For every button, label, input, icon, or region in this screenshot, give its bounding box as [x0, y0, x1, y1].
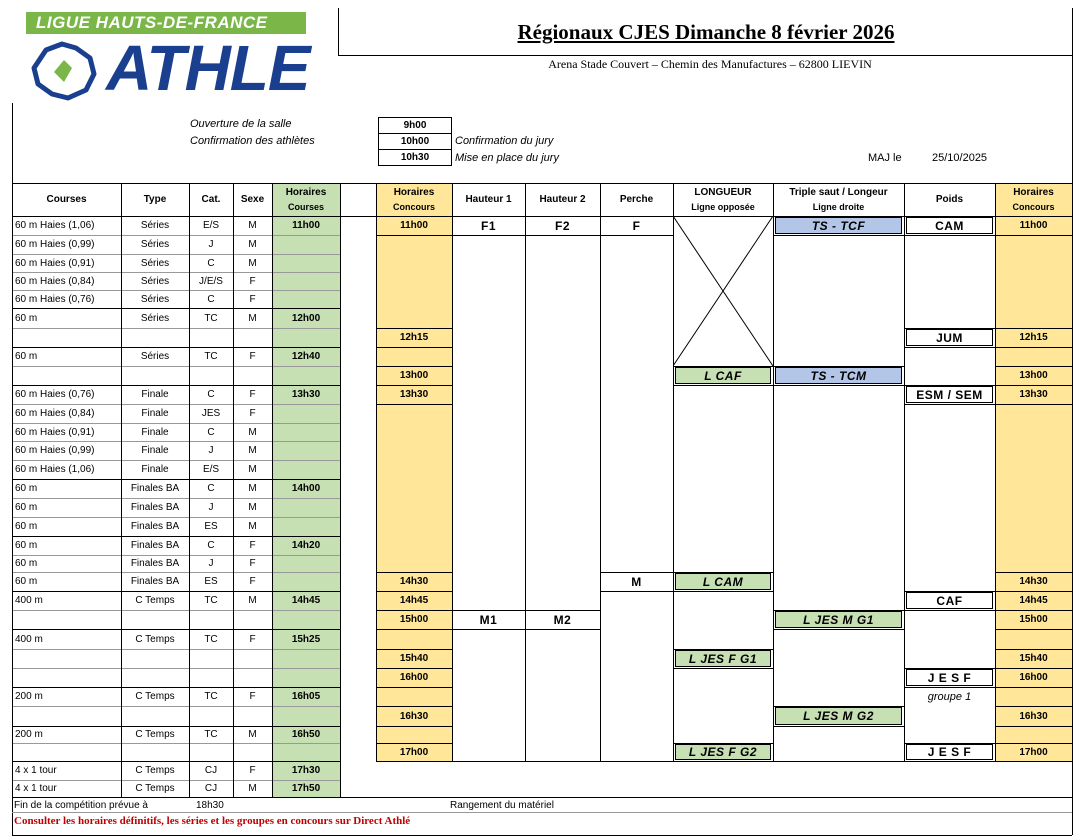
race-sexe: F	[249, 558, 256, 569]
concours-time: 15h40	[399, 653, 429, 664]
race-course: 60 m Haies (0,84)	[15, 408, 95, 419]
concours-time: 15h00	[399, 614, 429, 625]
race-sexe	[233, 649, 272, 668]
race-sexe: M	[248, 483, 257, 494]
race-cat: C	[207, 293, 215, 305]
concours-time-right: 12h15	[1019, 332, 1048, 343]
race-sexe	[233, 328, 272, 347]
race-course	[12, 743, 121, 761]
col-triple: Triple saut / Longeur Ligne droite	[789, 186, 888, 212]
race-course: 60 m Haies (0,99)	[15, 445, 95, 456]
concours-time: 14h30	[399, 576, 429, 587]
race-type: Finale	[141, 408, 169, 419]
race-time	[272, 706, 340, 726]
perche-f: F	[632, 218, 641, 233]
col-hauteur2: Hauteur 2	[539, 193, 586, 205]
race-cat: E/S	[202, 220, 220, 231]
race-course	[12, 328, 121, 347]
end-time: 18h30	[196, 800, 224, 811]
triple-event: L JES M G2	[775, 707, 902, 725]
poids-event: J E S F	[906, 669, 993, 686]
logo-athle: ATHLE	[106, 32, 310, 104]
concours-time-right: 14h45	[1019, 595, 1048, 606]
race-sexe: M	[248, 521, 257, 532]
race-time	[272, 404, 340, 423]
race-type: Séries	[140, 275, 170, 287]
race-cat	[189, 366, 233, 385]
race-cat: C	[207, 257, 215, 269]
race-time	[272, 517, 340, 536]
race-sexe: M	[248, 239, 257, 250]
race-type: Finale	[141, 426, 169, 438]
race-sexe: F	[249, 576, 256, 587]
race-time	[272, 572, 340, 591]
race-type	[121, 649, 189, 668]
race-type: Séries	[140, 257, 170, 269]
race-time	[272, 555, 340, 572]
race-cat: CJ	[204, 783, 218, 794]
race-time: 14h00	[291, 483, 321, 494]
hauteur2-m2: M2	[553, 612, 572, 627]
race-cat: C	[207, 426, 215, 438]
race-cat: JES	[201, 408, 221, 419]
race-type: Finales BA	[130, 483, 180, 494]
jury-setup-label: Mise en place du jury	[455, 152, 559, 164]
race-course: 400 m	[15, 633, 43, 645]
race-course: 60 m	[15, 576, 38, 587]
race-type: Séries	[140, 351, 170, 362]
race-sexe: M	[248, 464, 257, 475]
triple-event: L JES M G1	[775, 611, 902, 628]
race-sexe: F	[249, 293, 256, 305]
concours-time-right: 11h00	[1019, 220, 1048, 231]
race-cat: TC	[204, 595, 218, 606]
race-type: Finales BA	[130, 502, 180, 513]
race-sexe: M	[248, 445, 257, 456]
race-course: 60 m Haies (0,91)	[15, 257, 95, 269]
col-horaires-courses: Horaires Courses	[285, 186, 327, 212]
race-time: 16h50	[291, 729, 321, 740]
race-sexe: F	[249, 408, 256, 419]
confirm-jury-label: Confirmation du jury	[455, 135, 554, 147]
race-course	[12, 706, 121, 726]
race-sexe: M	[248, 257, 257, 269]
maj-label: MAJ le	[868, 152, 902, 164]
race-time: 15h25	[291, 633, 321, 645]
race-course: 200 m	[15, 691, 43, 702]
concours-time: 13h00	[399, 370, 429, 381]
race-time: 13h30	[291, 389, 321, 400]
race-type: Séries	[140, 239, 170, 250]
race-cat: J	[208, 239, 214, 250]
race-cat	[189, 649, 233, 668]
race-cat: CJ	[204, 765, 218, 776]
race-time	[272, 423, 340, 441]
concours-time: 14h45	[399, 595, 429, 606]
concours-time: 16h30	[399, 710, 429, 722]
longueur-event: L CAF	[675, 367, 771, 384]
race-cat: TC	[204, 729, 218, 740]
race-sexe	[233, 668, 272, 687]
col-poids: Poids	[935, 193, 964, 205]
race-type: C Temps	[135, 595, 175, 606]
race-type: Finale	[141, 464, 169, 475]
race-course: 60 m Haies (0,91)	[15, 426, 95, 438]
race-time: 12h40	[291, 351, 321, 362]
race-type: Séries	[140, 220, 170, 231]
race-course: 60 m Haies (0,99)	[15, 239, 95, 250]
race-course	[12, 668, 121, 687]
race-cat: TC	[204, 312, 218, 324]
race-type	[121, 668, 189, 687]
maj-date: 25/10/2025	[932, 152, 988, 164]
race-time	[272, 235, 340, 254]
race-type	[121, 706, 189, 726]
race-course: 60 m Haies (1,06)	[15, 220, 95, 231]
col-type: Type	[143, 193, 167, 205]
race-time	[272, 649, 340, 668]
col-sexe: Sexe	[240, 193, 265, 205]
race-time	[272, 272, 340, 290]
triple-event: TS - TCM	[775, 367, 902, 384]
race-course: 60 m Haies (0,76)	[15, 389, 95, 400]
race-time	[272, 668, 340, 687]
race-course: 200 m	[15, 729, 43, 740]
concours-time-right: 15h40	[1019, 653, 1048, 664]
poids-event: J E S F	[906, 744, 993, 760]
race-sexe: M	[248, 502, 257, 513]
race-sexe: M	[248, 312, 257, 324]
race-course	[12, 610, 121, 629]
concours-time: 17h00	[399, 746, 429, 758]
concours-time: 13h30	[399, 389, 429, 400]
longueur-event: L JES F G2	[675, 744, 771, 760]
rangement-label: Rangement du matériel	[450, 800, 554, 811]
race-time: 17h30	[291, 765, 321, 776]
race-cat	[189, 706, 233, 726]
end-label: Fin de la compétition prévue à	[14, 800, 148, 811]
race-type: C Temps	[135, 765, 175, 776]
race-sexe	[233, 706, 272, 726]
race-cat: TC	[204, 633, 218, 645]
col-perche: Perche	[619, 193, 654, 205]
race-time	[272, 460, 340, 479]
race-type	[121, 366, 189, 385]
race-cat	[189, 610, 233, 629]
concours-time: 12h15	[399, 332, 429, 343]
race-course: 60 m	[15, 312, 38, 324]
concours-time: 11h00	[400, 220, 428, 231]
race-time	[272, 498, 340, 517]
race-time	[272, 290, 340, 308]
longueur-event: L JES F G1	[675, 650, 771, 667]
race-course	[12, 649, 121, 668]
race-type: Finales BA	[130, 558, 180, 569]
race-sexe: M	[248, 729, 257, 740]
concours-time-right: 15h00	[1019, 614, 1048, 625]
race-course: 60 m Haies (0,76)	[15, 293, 95, 305]
race-type: Finale	[141, 389, 169, 400]
race-cat: C	[207, 540, 215, 551]
race-cat	[189, 743, 233, 761]
col-horaires-concours: Horaires Concours	[392, 186, 435, 212]
race-sexe: F	[249, 351, 256, 362]
direct-athle-notice: Consulter les horaires définitifs, les séries et les groupes en concours sur Direct Athlé	[14, 815, 411, 827]
race-cat: J/E/S	[199, 275, 223, 287]
race-sexe: F	[249, 540, 256, 551]
longueur-unavailable-cross	[673, 216, 773, 366]
col-horaires-concours-right: Horaires Concours	[1012, 186, 1055, 212]
race-course: 60 m	[15, 521, 38, 532]
race-sexe: M	[248, 220, 257, 231]
race-type: Finales BA	[130, 521, 180, 532]
col-cat: Cat.	[201, 193, 221, 205]
concours-time: 16h00	[399, 672, 429, 683]
race-course: 400 m	[15, 595, 43, 606]
race-sexe: M	[248, 426, 257, 438]
triple-event: TS - TCF	[775, 217, 902, 234]
concours-time-right: 13h00	[1019, 370, 1048, 381]
venue: Arena Stade Couvert – Chemin des Manufactures – 62800 LIEVIN	[548, 57, 872, 71]
race-cat: ES	[204, 521, 218, 532]
race-type	[121, 743, 189, 761]
race-type	[121, 328, 189, 347]
page-title: Régionaux CJES Dimanche 8 février 2026	[517, 20, 895, 44]
race-cat: TC	[204, 691, 218, 702]
poids-event: CAF	[906, 592, 993, 609]
race-course: 60 m	[15, 558, 38, 569]
race-type: Séries	[140, 293, 170, 305]
race-cat: ES	[204, 576, 218, 587]
concours-time-right: 17h00	[1019, 746, 1048, 758]
opening-label: Ouverture de la salle	[190, 118, 292, 130]
race-type: C Temps	[135, 783, 175, 794]
perche-m: M	[631, 574, 642, 589]
race-type	[121, 610, 189, 629]
race-sexe	[233, 743, 272, 761]
confirm-athletes-label: Confirmation des athlètes	[190, 135, 315, 147]
race-time	[272, 254, 340, 272]
col-courses: Courses	[46, 193, 87, 205]
col-longueur: LONGUEUR Ligne opposée	[691, 186, 755, 212]
race-course: 60 m	[15, 483, 38, 494]
race-cat	[189, 668, 233, 687]
race-sexe: M	[248, 783, 257, 794]
longueur-event: L CAM	[675, 573, 771, 590]
poids-event: ESM / SEM	[906, 386, 993, 403]
race-time: 17h50	[291, 783, 321, 794]
race-sexe: F	[249, 633, 256, 645]
logo-banner: LIGUE HAUTS-DE-FRANCE	[26, 12, 306, 34]
race-course	[12, 366, 121, 385]
race-type: C Temps	[135, 691, 175, 702]
race-time	[272, 366, 340, 385]
race-sexe: F	[249, 275, 256, 287]
race-sexe	[233, 366, 272, 385]
race-cat: J	[208, 502, 214, 513]
race-course: 60 m	[15, 502, 38, 513]
race-type: C Temps	[135, 729, 175, 740]
race-sexe: F	[249, 389, 256, 400]
race-sexe: F	[249, 765, 256, 776]
race-time: 12h00	[291, 312, 321, 324]
hauteur1-f1: F1	[480, 218, 496, 233]
race-cat: J	[208, 445, 214, 456]
race-type: Finales BA	[130, 576, 180, 587]
race-sexe: M	[248, 595, 257, 606]
race-cat: C	[207, 483, 215, 494]
race-time	[272, 610, 340, 629]
race-course: 60 m	[15, 351, 38, 362]
race-type: Finale	[141, 445, 169, 456]
race-cat: J	[208, 558, 214, 569]
concours-time-right: 16h00	[1019, 672, 1048, 683]
race-course: 60 m	[15, 540, 38, 551]
confirm-athletes-time: 10h00	[378, 133, 452, 150]
race-course: 4 x 1 tour	[15, 765, 57, 776]
race-time: 14h45	[291, 595, 321, 606]
race-cat: TC	[204, 351, 218, 362]
poids-event: JUM	[906, 329, 993, 346]
race-time: 16h05	[291, 691, 321, 702]
race-type: C Temps	[135, 633, 175, 645]
race-course: 4 x 1 tour	[15, 783, 57, 794]
race-type: Finales BA	[130, 540, 180, 551]
race-cat	[189, 328, 233, 347]
race-type: Séries	[140, 312, 170, 324]
race-time: 11h00	[292, 220, 320, 231]
race-sexe	[233, 610, 272, 629]
race-course: 60 m Haies (1,06)	[15, 464, 95, 475]
hauteur1-m1: M1	[479, 612, 498, 627]
concours-time-right: 13h30	[1019, 389, 1048, 400]
concours-time-right: 14h30	[1019, 576, 1048, 587]
jury-setup-time: 10h30	[378, 149, 452, 166]
race-time: 14h20	[291, 540, 321, 551]
race-sexe: F	[249, 691, 256, 702]
hauteur2-f2: F2	[554, 218, 570, 233]
race-cat: C	[207, 389, 215, 400]
race-cat: E/S	[202, 464, 220, 475]
race-course: 60 m Haies (0,84)	[15, 275, 95, 287]
poids-event: CAM	[906, 217, 993, 234]
race-time	[272, 441, 340, 460]
opening-time: 9h00	[378, 117, 452, 134]
concours-time-right: 16h30	[1019, 710, 1048, 722]
poids-group: groupe 1	[927, 690, 972, 703]
race-time	[272, 743, 340, 761]
race-time	[272, 328, 340, 347]
col-hauteur1: Hauteur 1	[465, 193, 512, 205]
